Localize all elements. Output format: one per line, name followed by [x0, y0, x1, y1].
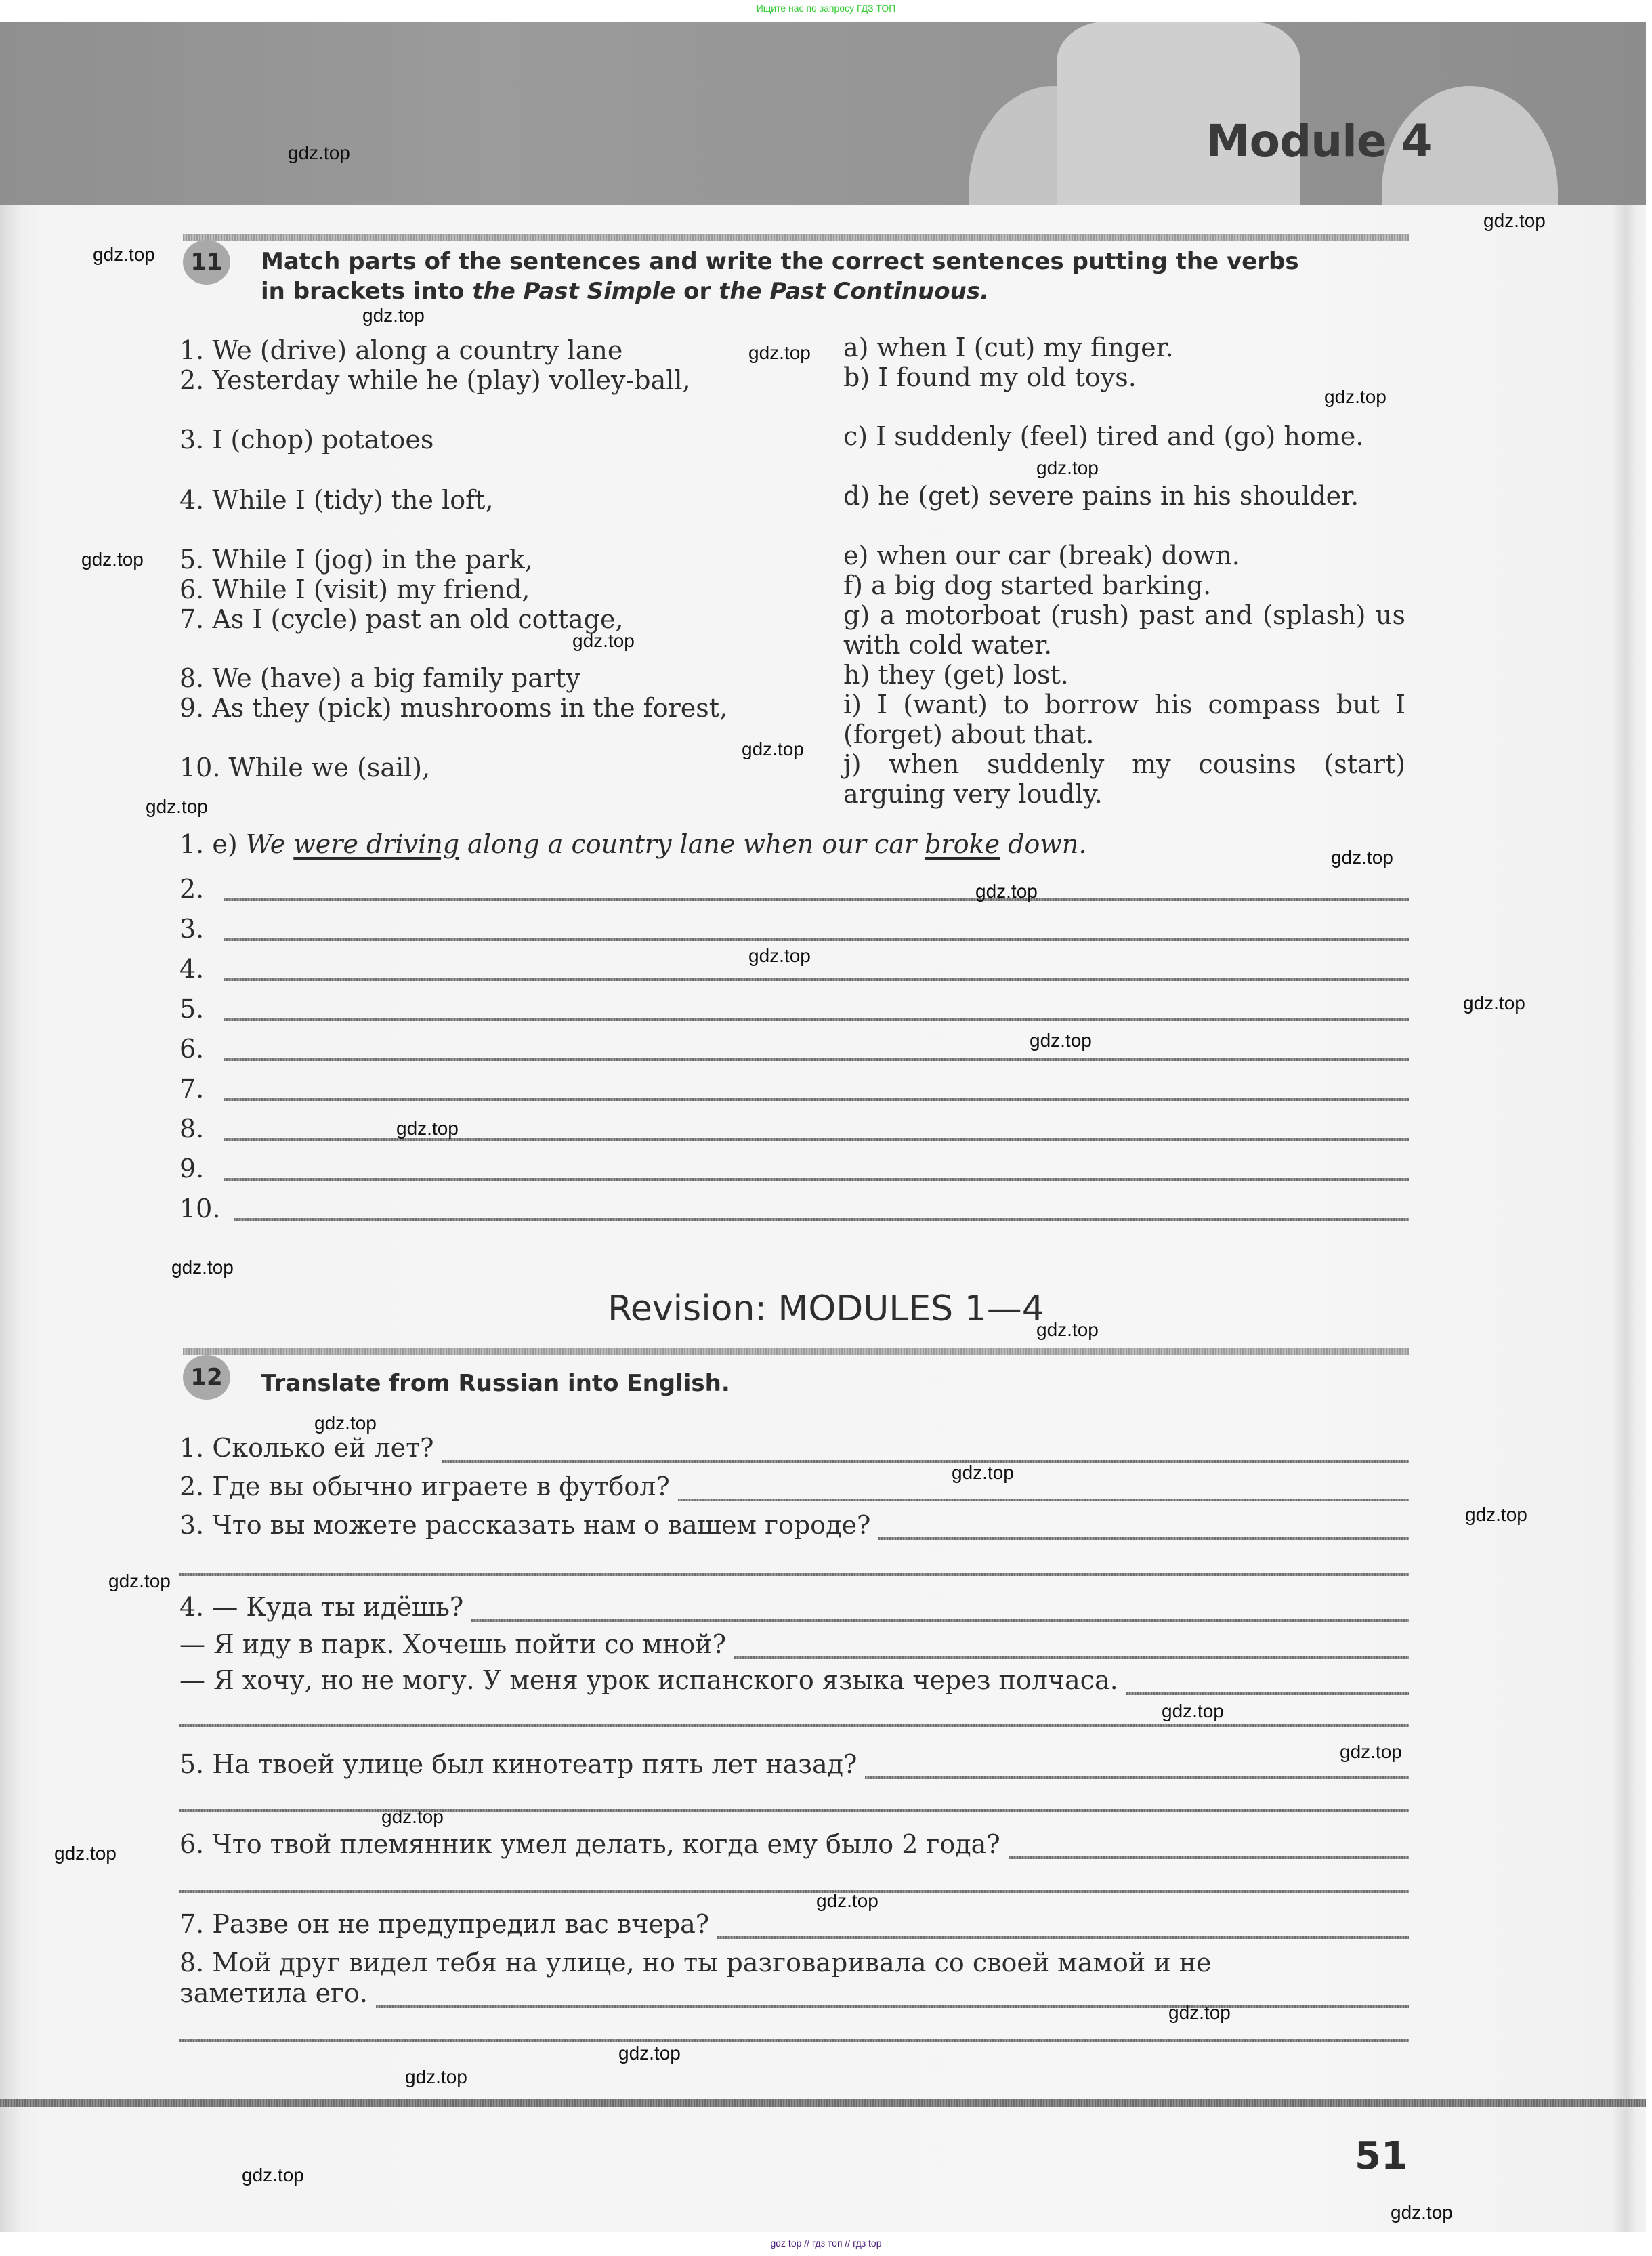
- translate-prompt: 3. Что вы можете рассказать нам о вашем городе?: [179, 1510, 871, 1540]
- translate-item-7: [179, 1909, 1409, 1939]
- translate-item-4: [179, 1592, 1409, 1622]
- watermark-text: gdz.top: [1168, 2002, 1231, 2023]
- watermark-text: gdz.top: [748, 342, 811, 363]
- translate-item-2: [179, 1471, 1409, 1501]
- answer-input-line[interactable]: [224, 898, 1409, 901]
- translate-item-1: [179, 1433, 1409, 1463]
- sentence-end-f: f) a big dog started barking.: [843, 570, 1212, 600]
- sentence-end-e: e) when our car (break) down.: [843, 541, 1240, 570]
- task-12-instructions: Translate from Russian into English.: [261, 1370, 730, 1397]
- answer-row: [179, 874, 1409, 904]
- watermark-text: gdz.top: [572, 630, 635, 651]
- translate-prompt: — Я иду в парк. Хочешь пойти со мной?: [179, 1629, 726, 1659]
- answer-fragment: along a country lane when our car: [459, 829, 925, 859]
- answer-row-number: 7.: [179, 1074, 205, 1104]
- answer-input-line[interactable]: [878, 1537, 1409, 1540]
- answer-fragment: down.: [1000, 829, 1087, 859]
- answer-input-line[interactable]: [442, 1460, 1410, 1463]
- watermark-text: gdz.top: [1463, 993, 1525, 1014]
- watermark-text: gdz.top: [742, 738, 804, 759]
- translate-prompt: 1. Сколько ей лет?: [179, 1433, 434, 1463]
- watermark-text: gdz.top: [93, 244, 155, 265]
- answer-row: [179, 994, 1409, 1024]
- answer-row-number: 6.: [179, 1034, 205, 1064]
- answer-input-line[interactable]: [234, 1218, 1409, 1221]
- sentence-start-5: 5. While I (jog) in the park,: [179, 545, 533, 575]
- watermark-text: gdz.top: [1331, 847, 1393, 868]
- answer-row-number: 8.: [179, 1114, 205, 1144]
- answer-input-line[interactable]: [224, 978, 1409, 981]
- watermark-text: gdz.top: [816, 1890, 878, 1911]
- answer-input-line[interactable]: [179, 1573, 1409, 1576]
- answer-row-number: 10.: [179, 1194, 221, 1224]
- watermark-text: gdz.top: [242, 2165, 304, 2186]
- watermark-text: gdz.top: [1036, 1319, 1099, 1340]
- watermark-text: gdz.top: [1483, 210, 1546, 231]
- task-11-instructions-line1: Match parts of the sentences and write the correct sentences putting the verbs: [261, 248, 1299, 275]
- answer-input-line[interactable]: [471, 1619, 1409, 1622]
- translate-prompt: — Я хочу, но не могу. У меня урок испанского языка через полчаса.: [179, 1665, 1118, 1695]
- tense-past-simple: the Past Simple: [472, 278, 676, 305]
- task-11-instructions: [261, 247, 1412, 306]
- watermark-text: gdz.top: [1391, 2202, 1453, 2223]
- watermark-text: gdz.top: [54, 1843, 117, 1864]
- watermark-text: gdz.top: [1036, 457, 1099, 478]
- answer-row-number: 9.: [179, 1154, 205, 1184]
- translate-prompt: 2. Где вы обычно играете в футбол?: [179, 1471, 670, 1501]
- sentence-start-2: 2. Yesterday while he (play) volley-ball,: [179, 365, 691, 395]
- watermark-text: gdz.top: [748, 945, 811, 966]
- sentence-end-g: g) a motorboat (rush) past and (splash) us with cold water.: [843, 600, 1405, 660]
- task-11-instructions-text: in brackets into: [261, 278, 473, 305]
- page-number: 51: [1355, 2134, 1407, 2178]
- answer-input-line[interactable]: [224, 1098, 1409, 1101]
- sentence-end-b: b) I found my old toys.: [843, 362, 1137, 392]
- sentence-start-10: 10. While we (sail),: [179, 753, 431, 782]
- answer-input-line[interactable]: [224, 1018, 1409, 1021]
- promo-banner-top: Ищите нас по запросу ГДЗ ТОП: [756, 3, 896, 14]
- sentence-end-j: j) when suddenly my cousins (start) arguing very loudly.: [843, 749, 1405, 809]
- answer-input-line[interactable]: [1126, 1692, 1409, 1695]
- sentence-end-h: h) they (get) lost.: [843, 660, 1069, 690]
- sentence-start-6: 6. While I (visit) my friend,: [179, 575, 530, 604]
- task-12-divider: [183, 1348, 1409, 1355]
- answer-input-line[interactable]: [376, 2005, 1409, 2008]
- example-answer: [179, 829, 1409, 859]
- answer-verb-underlined: were driving: [293, 829, 460, 859]
- answer-input-line[interactable]: [678, 1499, 1409, 1501]
- sentence-start-1: 1. We (drive) along a country lane: [179, 335, 623, 365]
- answer-row: [179, 1074, 1409, 1104]
- sentence-start-8: 8. We (have) a big family party: [179, 663, 580, 693]
- answer-row-number: 4.: [179, 954, 205, 984]
- watermark-text: gdz.top: [362, 305, 425, 326]
- watermark-text: gdz.top: [952, 1462, 1014, 1483]
- answer-input-line[interactable]: [717, 1936, 1409, 1939]
- answer-input-line[interactable]: [1009, 1856, 1409, 1859]
- example-answer-text: [246, 829, 1087, 859]
- watermark-text: gdz.top: [1162, 1700, 1224, 1721]
- answer-input-line[interactable]: [734, 1656, 1409, 1659]
- answer-row: [179, 914, 1409, 944]
- watermark-text: gdz.top: [171, 1257, 234, 1278]
- sentence-start-3: 3. I (chop) potatoes: [179, 425, 434, 455]
- sentence-end-d: d) he (get) severe pains in his shoulder.: [843, 481, 1359, 511]
- sentence-end-c: c) I suddenly (feel) tired and (go) home.: [843, 421, 1364, 451]
- watermark-text: gdz.top: [81, 549, 144, 570]
- decorative-petal-shape: [1057, 22, 1300, 205]
- watermark-text: gdz.top: [108, 1570, 171, 1591]
- answer-input-line[interactable]: [179, 2039, 1409, 2042]
- watermark-text: gdz.top: [1340, 1741, 1402, 1762]
- translate-item-8: 8. Мой друг видел тебя на улице, но ты разговаривала со своей мамой и не: [179, 1948, 1212, 1978]
- watermark-text: gdz.top: [288, 142, 350, 163]
- translate-item-5: [179, 1749, 1409, 1779]
- module-title: Module 4: [1206, 115, 1432, 167]
- task-11-divider: [183, 234, 1409, 241]
- sentence-start-7: 7. As I (cycle) past an old cottage,: [179, 604, 624, 634]
- translate-item-6: [179, 1829, 1409, 1859]
- answer-input-line[interactable]: [865, 1776, 1409, 1779]
- answer-input-line[interactable]: [224, 938, 1409, 941]
- watermark-text: gdz.top: [146, 796, 208, 817]
- sentence-end-i: i) I (want) to borrow his compass but I (forget) about that.: [843, 690, 1405, 749]
- task-11-number-badge: 11: [183, 240, 230, 285]
- answer-row-number: 5.: [179, 994, 205, 1024]
- watermark-text: gdz.top: [381, 1806, 444, 1827]
- watermark-text: gdz.top: [405, 2066, 467, 2087]
- answer-fragment: We: [245, 829, 294, 859]
- watermark-text: gdz.top: [1465, 1504, 1527, 1525]
- answer-row-number: 3.: [179, 914, 205, 944]
- revision-title: Revision: MODULES 1—4: [608, 1289, 1044, 1329]
- translate-prompt: 4. — Куда ты идёшь?: [179, 1592, 464, 1622]
- task-11-instructions-text: or: [675, 278, 719, 305]
- answer-verb-underlined: broke: [925, 829, 1000, 859]
- example-answer-number: 1. e): [179, 829, 246, 859]
- translate-prompt: 5. На твоей улице был кинотеатр пять лет назад?: [179, 1749, 857, 1779]
- answer-input-line[interactable]: [224, 1178, 1409, 1181]
- answer-row: [179, 1114, 1409, 1144]
- answer-input-line[interactable]: [179, 1724, 1409, 1727]
- answer-input-line[interactable]: [179, 1809, 1409, 1812]
- page-footer-rule: [0, 2099, 1646, 2107]
- answer-input-line[interactable]: [179, 1890, 1409, 1893]
- translate-item-4-line2: [179, 1629, 1409, 1659]
- module-header-banner: [0, 22, 1646, 205]
- translate-prompt: 6. Что твой племянник умел делать, когда ему было 2 года?: [179, 1829, 1000, 1859]
- watermark-text: gdz.top: [975, 881, 1038, 902]
- translate-prompt: заметила его.: [179, 1978, 368, 2008]
- sentence-end-a: a) when I (cut) my finger.: [843, 333, 1174, 362]
- answer-row-number: 2.: [179, 874, 205, 904]
- promo-banner-bottom: gdz top // гдз топ // гдз top: [770, 2238, 882, 2249]
- watermark-text: gdz.top: [1324, 386, 1386, 407]
- answer-row: [179, 1194, 1409, 1224]
- translate-item-3: [179, 1510, 1409, 1540]
- sentence-start-4: 4. While I (tidy) the loft,: [179, 485, 494, 515]
- watermark-text: gdz.top: [314, 1413, 377, 1434]
- watermark-text: gdz.top: [1030, 1030, 1092, 1051]
- tense-past-continuous: the Past Continuous.: [719, 278, 990, 305]
- translate-prompt: 7. Разве он не предупредил вас вчера?: [179, 1909, 710, 1939]
- translate-item-4-line3: [179, 1665, 1409, 1695]
- task-12-number-badge: 12: [183, 1355, 230, 1400]
- watermark-text: gdz.top: [396, 1118, 459, 1139]
- answer-row: [179, 1154, 1409, 1184]
- watermark-text: gdz.top: [618, 2043, 681, 2064]
- sentence-start-9: 9. As they (pick) mushrooms in the forest,: [179, 693, 728, 723]
- answer-input-line[interactable]: [224, 1058, 1409, 1061]
- answer-row: [179, 1034, 1409, 1064]
